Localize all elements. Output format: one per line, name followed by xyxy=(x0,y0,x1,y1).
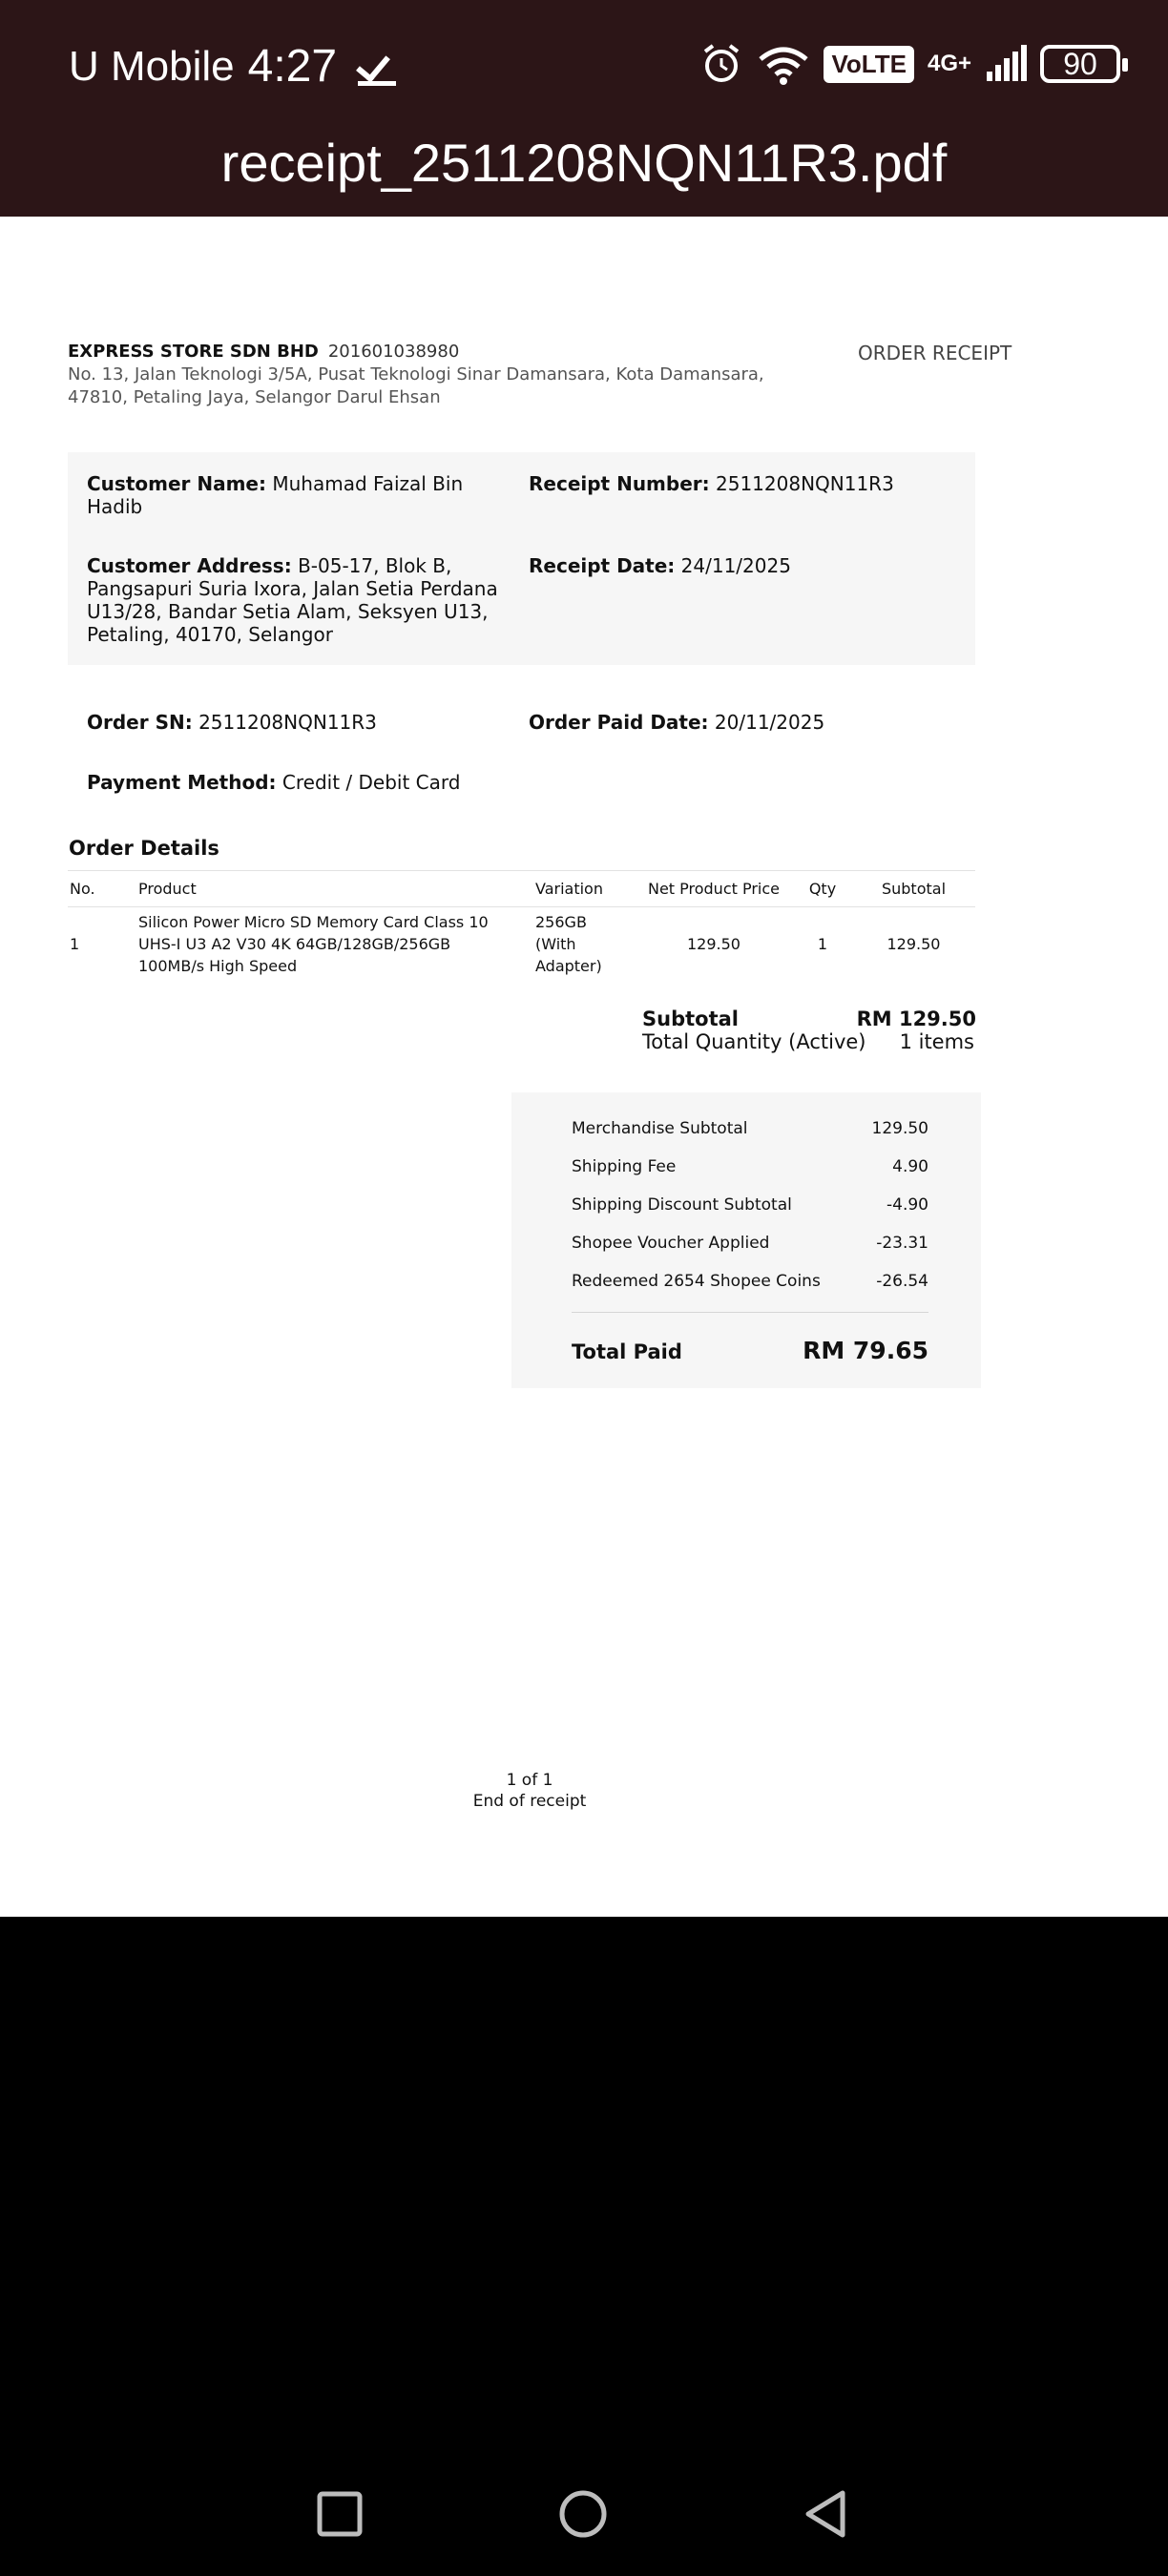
summary-subtotal-label: Subtotal xyxy=(642,1008,739,1030)
row-no: 1 xyxy=(70,935,80,953)
col-variation: Variation xyxy=(533,871,633,907)
summary-subtotal-value: RM 129.50 xyxy=(856,1008,976,1030)
breakdown-row xyxy=(572,1195,928,1215)
recents-button-icon[interactable] xyxy=(317,2491,363,2537)
row-price: 129.50 xyxy=(687,935,740,953)
page-indicator: 1 of 1 xyxy=(506,1771,553,1790)
total-paid xyxy=(572,1337,928,1364)
customer-name-value: Muhamad Faizal Bin Hadib xyxy=(87,472,464,518)
summary-quantity-label: Total Quantity (Active) xyxy=(642,1030,866,1053)
summary-subtotal xyxy=(642,1008,976,1030)
breakdown-row xyxy=(572,1272,928,1291)
receipt-date xyxy=(529,554,968,577)
status-bar xyxy=(0,0,1168,134)
order-sn xyxy=(87,711,377,734)
clock-time: 4:27 xyxy=(247,41,338,92)
table-row xyxy=(68,907,975,982)
payment-method-label: Payment Method: xyxy=(87,771,277,794)
row-qty: 1 xyxy=(817,935,828,953)
table-header-row xyxy=(68,871,975,907)
signal-icon xyxy=(985,45,1027,83)
carrier-name: U Mobile xyxy=(69,42,235,90)
store-address: No. 13, Jalan Teknologi 3/5A, Pusat Teknologi Sinar Damansara, Kota Damansara, 47810, Petaling Jaya, Selangor Darul Ehsan xyxy=(68,364,764,407)
customer-name-label: Customer Name: xyxy=(87,472,266,495)
receipt-number-value: 2511208NQN11R3 xyxy=(716,472,894,495)
breakdown-label: Redeemed 2654 Shopee Coins xyxy=(572,1272,821,1291)
receipt-date-label: Receipt Date: xyxy=(529,554,676,577)
row-subtotal: 129.50 xyxy=(886,935,941,953)
total-paid-label: Total Paid xyxy=(572,1340,682,1363)
row-variation: 256GB (With Adapter) xyxy=(535,913,602,975)
order-sn-label: Order SN: xyxy=(87,711,193,734)
network-type: 4G+ xyxy=(927,51,971,76)
customer-address xyxy=(87,554,507,646)
status-icons xyxy=(699,42,1120,86)
col-qty: Qty xyxy=(793,871,850,907)
col-product: Product xyxy=(136,871,533,907)
receipt-date-value: 24/11/2025 xyxy=(680,554,791,577)
order-paid-date-value: 20/11/2025 xyxy=(714,711,825,734)
order-details-title: Order Details xyxy=(69,837,219,860)
order-sn-value: 2511208NQN11R3 xyxy=(198,711,377,734)
home-button-icon[interactable] xyxy=(558,2489,608,2539)
breakdown-value: 129.50 xyxy=(871,1119,928,1138)
end-of-receipt: End of receipt xyxy=(472,1792,587,1811)
payment-method-value: Credit / Debit Card xyxy=(282,771,461,794)
order-paid-date-label: Order Paid Date: xyxy=(529,711,709,734)
document-type: ORDER RECEIPT xyxy=(858,342,1012,364)
receipt-number xyxy=(529,472,968,495)
breakdown-label: Merchandise Subtotal xyxy=(572,1119,748,1138)
breakdown-value: -23.31 xyxy=(876,1234,928,1253)
customer-address-label: Customer Address: xyxy=(87,554,292,577)
checkmark-icon xyxy=(358,48,396,86)
breakdown-value: -4.90 xyxy=(886,1195,928,1215)
top-bar xyxy=(0,0,1168,217)
customer-address-value: B-05-17, Blok B, Pangsapuri Suria Ixora, Jalan Setia Perdana U13/28, Bandar Setia Alam, Seksyen U13, Petaling, 40170, Selangor xyxy=(87,554,498,646)
breakdown-row xyxy=(572,1119,928,1138)
order-items-table xyxy=(68,870,975,981)
breakdown-value: -26.54 xyxy=(876,1272,928,1291)
battery-icon xyxy=(1040,45,1120,83)
payment-breakdown-box xyxy=(511,1092,981,1388)
breakdown-row xyxy=(572,1234,928,1253)
navigation-bar xyxy=(0,1917,1168,2576)
breakdown-label: Shopee Voucher Applied xyxy=(572,1234,770,1253)
store-name-line xyxy=(68,342,459,362)
breakdown-row xyxy=(572,1157,928,1176)
breakdown-value: 4.90 xyxy=(892,1157,928,1176)
breakdown-divider xyxy=(572,1312,928,1313)
col-no: No. xyxy=(68,871,136,907)
receipt-number-label: Receipt Number: xyxy=(529,472,710,495)
battery-level: 90 xyxy=(1063,46,1097,81)
col-net-price: Net Product Price xyxy=(633,871,793,907)
order-paid-date xyxy=(529,711,824,734)
receipt-footer xyxy=(0,1770,1059,1812)
payment-method xyxy=(87,771,460,794)
breakdown-label: Shipping Fee xyxy=(572,1157,677,1176)
pdf-page[interactable] xyxy=(0,217,1168,1917)
col-subtotal: Subtotal xyxy=(850,871,975,907)
volte-badge: VoLTE xyxy=(824,46,913,83)
row-product: Silicon Power Micro SD Memory Card Class 10 UHS-I U3 A2 V30 4K 64GB/128GB/256GB 100MB/s High Speed xyxy=(138,913,489,975)
breakdown-label: Shipping Discount Subtotal xyxy=(572,1195,792,1215)
summary-quantity-value: 1 items xyxy=(899,1030,974,1053)
store-registration: 201601038980 xyxy=(327,342,460,362)
customer-name xyxy=(87,472,488,518)
carrier-time xyxy=(69,40,396,93)
store-name: EXPRESS STORE SDN BHD xyxy=(68,342,319,362)
total-paid-value: RM 79.65 xyxy=(803,1337,928,1364)
alarm-icon xyxy=(699,42,743,86)
wifi-icon xyxy=(757,42,810,86)
customer-info-box xyxy=(68,452,975,665)
back-button-icon[interactable] xyxy=(803,2489,848,2539)
summary-quantity xyxy=(642,1030,974,1053)
file-title: receipt_2511208NQN11R3.pdf xyxy=(220,133,948,193)
